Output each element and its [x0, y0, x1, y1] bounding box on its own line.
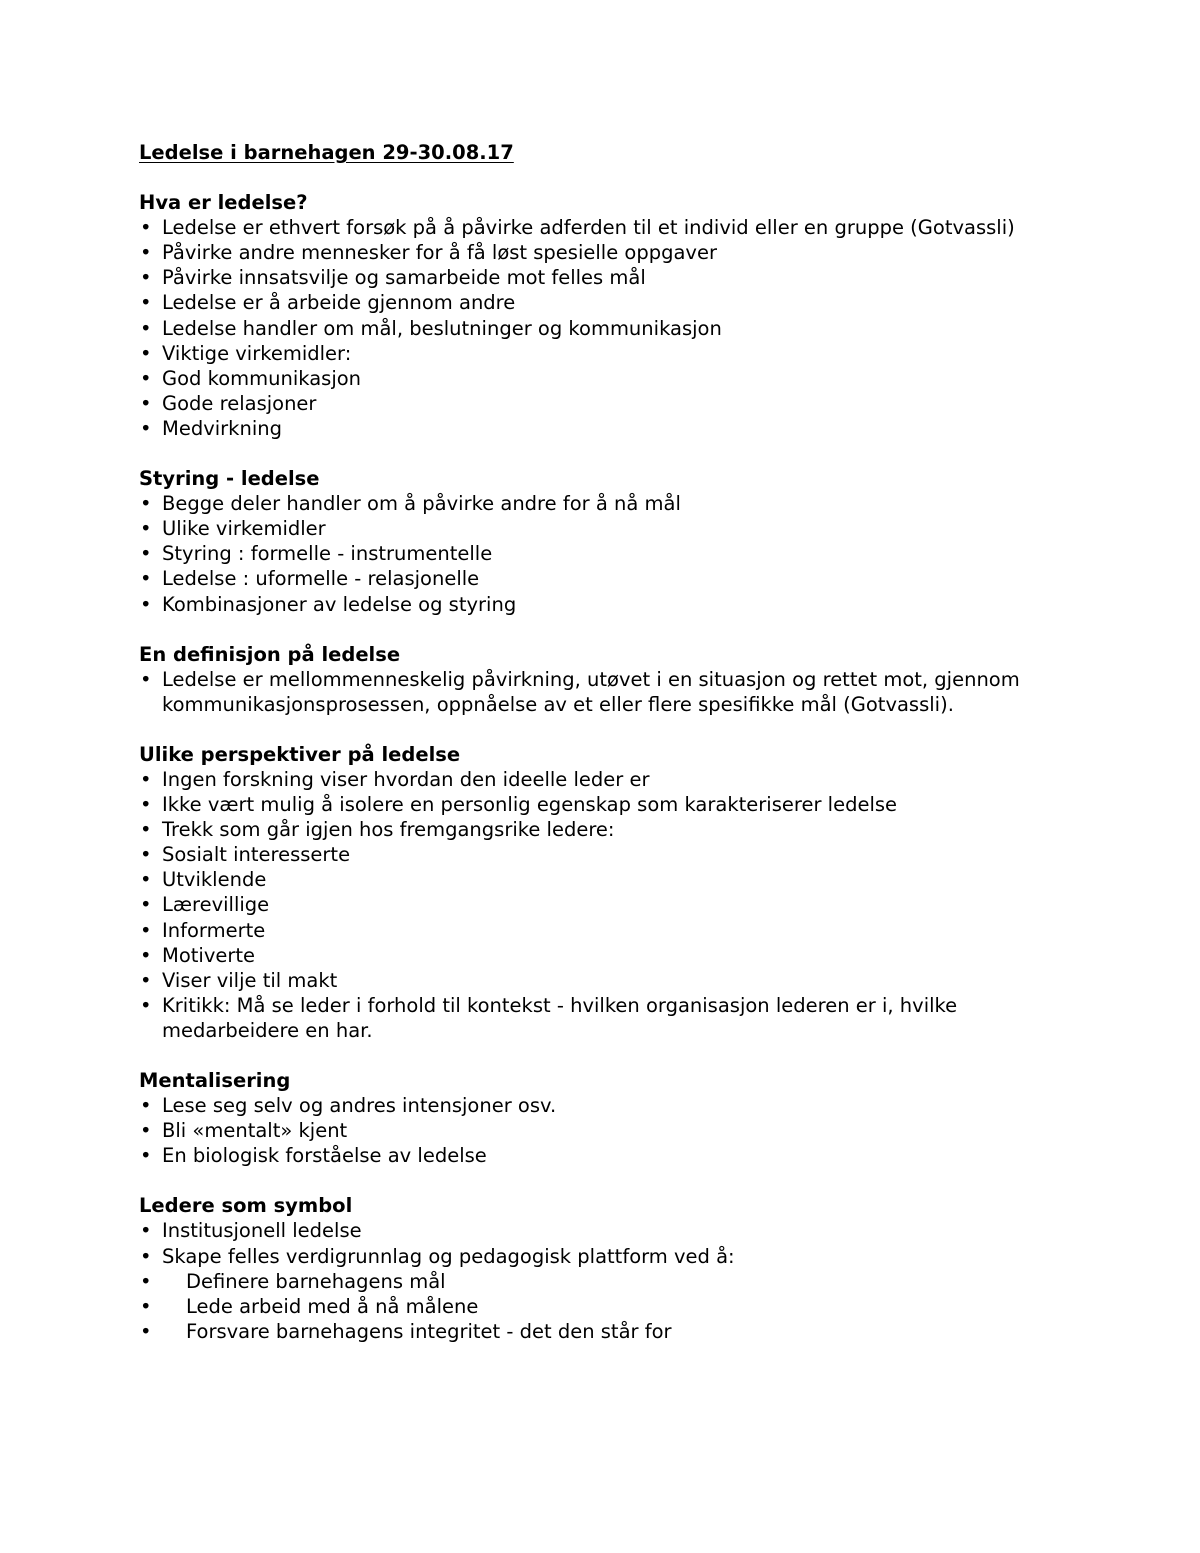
section-heading: Ulike perspektiver på ledelse: [139, 742, 461, 766]
list-item: • Ingen forskning viser hvordan den ideelle leder er: [139, 767, 1089, 792]
section-heading: Hva er ledelse?: [139, 191, 308, 215]
list-item: • Informerte: [139, 918, 1089, 943]
list-item: • Definere barnehagens mål: [139, 1269, 1089, 1294]
list-item: • Bli «mentalt» kjent: [139, 1118, 1089, 1143]
list-item: • Ledelse handler om mål, beslutninger og kommunikasjon: [139, 316, 1089, 341]
list-item: • God kommunikasjon: [139, 366, 1089, 391]
list-item: • Viktige virkemidler:: [139, 341, 1089, 366]
bullet-list: [139, 491, 1089, 616]
list-item: • Lærevillige: [139, 892, 1089, 917]
list-item: • Lede arbeid med å nå målene: [139, 1294, 1089, 1319]
list-item: • Forsvare barnehagens integritet - det den står for: [139, 1319, 1089, 1344]
document-page: [139, 140, 1089, 1344]
bullet-list: [139, 1218, 1089, 1343]
list-item: • Skape felles verdigrunnlag og pedagogisk plattform ved å:: [139, 1244, 1089, 1269]
list-item: • Ledelse er ethvert forsøk på å påvirke adferden til et individ eller en gruppe (Gotvassli): [139, 215, 1089, 240]
list-item: • Motiverte: [139, 943, 1089, 968]
list-item: • Ulike virkemidler: [139, 516, 1089, 541]
bullet-list: [139, 1093, 1089, 1168]
list-item: • Påvirke innsatsvilje og samarbeide mot felles mål: [139, 265, 1089, 290]
list-item: • Utviklende: [139, 867, 1089, 892]
list-item: • Viser vilje til makt: [139, 968, 1089, 993]
document-title: Ledelse i barnehagen 29-30.08.17: [139, 141, 514, 164]
section-heading: Ledere som symbol: [139, 1194, 353, 1218]
list-item: • Påvirke andre mennesker for å få løst spesielle oppgaver: [139, 240, 1089, 265]
list-item: • Medvirkning: [139, 416, 1089, 441]
list-item: • Sosialt interesserte: [139, 842, 1089, 867]
bullet-list: [139, 215, 1089, 441]
bullet-list: [139, 767, 1089, 1043]
list-item: • En biologisk forståelse av ledelse: [139, 1143, 1089, 1168]
list-item: • Ledelse er mellommenneskelig påvirkning, utøvet i en situasjon og rettet mot, gjennom kommunikasjonsprosessen, oppnåelse av et eller flere spesifikke mål (Gotvassli).: [139, 667, 1089, 717]
section-heading: Mentalisering: [139, 1069, 291, 1092]
section-hva-er-ledelse: [139, 190, 1089, 441]
bullet-list: [139, 667, 1089, 717]
section-definisjon: [139, 642, 1089, 717]
section-mentalisering: [139, 1068, 1089, 1168]
section-ulike-perspektiver: [139, 742, 1089, 1043]
list-item: • Trekk som går igjen hos fremgangsrike ledere:: [139, 817, 1089, 842]
section-heading: Styring - ledelse: [139, 467, 320, 491]
list-item: • Styring : formelle - instrumentelle: [139, 541, 1089, 566]
list-item: • Ledelse er å arbeide gjennom andre: [139, 290, 1089, 315]
list-item: • Kombinasjoner av ledelse og styring: [139, 592, 1089, 617]
list-item: • Ledelse : uformelle - relasjonelle: [139, 566, 1089, 591]
list-item: • Begge deler handler om å påvirke andre for å nå mål: [139, 491, 1089, 516]
section-ledere-som-symbol: [139, 1193, 1089, 1344]
list-item: • Institusjonell ledelse: [139, 1218, 1089, 1243]
list-item: • Ikke vært mulig å isolere en personlig egenskap som karakteriserer ledelse: [139, 792, 1089, 817]
list-item: • Kritikk: Må se leder i forhold til kontekst - hvilken organisasjon lederen er i, hvilke medarbeidere en har.: [139, 993, 1089, 1043]
list-item: • Gode relasjoner: [139, 391, 1089, 416]
list-item: • Lese seg selv og andres intensjoner osv.: [139, 1093, 1089, 1118]
section-heading: En definisjon på ledelse: [139, 642, 401, 666]
section-styring-ledelse: [139, 466, 1089, 617]
